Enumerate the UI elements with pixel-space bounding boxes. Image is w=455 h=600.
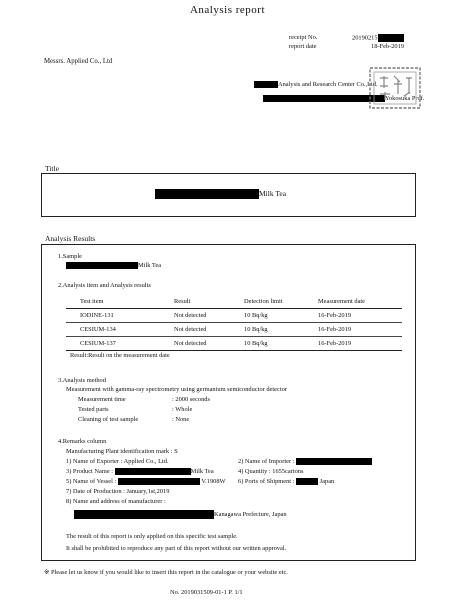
result-note: Result:Result on the measurement date — [70, 352, 170, 359]
document-number: No. 2019031509-01-1 P. 1/1 — [170, 589, 243, 596]
table-cell: Not detected — [174, 340, 207, 347]
remarks-heading: 4.Remarks column — [58, 438, 107, 445]
method-heading: 3.Analysis method — [58, 377, 106, 384]
redaction-bar — [263, 95, 385, 102]
sample-value — [66, 262, 161, 270]
items-heading: 2.Analysis item and Analysis results — [58, 282, 151, 289]
column-header: Measurement date — [318, 298, 366, 305]
product-name — [66, 468, 214, 476]
report-date-label: report date — [289, 43, 317, 50]
receipt-label: receipt No. — [289, 34, 318, 41]
plant-mark: Manufacturing Plant identification mark : S — [66, 448, 178, 455]
table-header-row — [66, 295, 402, 309]
table-row — [66, 309, 402, 323]
title-value — [155, 189, 286, 199]
issuer-signer-name: Yokosuka Prof. — [385, 95, 425, 102]
method-description: Measurement with gamma-ray spectrometry using germanium semiconductor detector — [66, 386, 287, 393]
title-product: Milk Tea — [259, 189, 287, 198]
column-header: Test item — [80, 298, 104, 305]
method-key: Cleaning of test sample — [78, 416, 139, 423]
vessel-label: 5) Name of Vessel : — [66, 478, 117, 485]
method-value: : Whole — [172, 406, 193, 413]
port-label: 6) Ports of Shipment : — [238, 478, 295, 485]
title-box — [41, 173, 416, 217]
vessel-value: V.1908W — [201, 478, 226, 485]
receipt-value: 20190215 — [352, 34, 378, 42]
port-value: Japan — [319, 478, 335, 485]
method-key: Tested parts — [78, 406, 109, 413]
table-row — [66, 323, 402, 337]
column-header: Result — [174, 298, 191, 305]
importer — [238, 458, 372, 466]
issuer-org — [254, 81, 378, 89]
redaction-bar — [296, 458, 372, 465]
table-row — [66, 337, 402, 351]
title-section-label: Title — [45, 164, 59, 173]
table-cell: 10 Bq/kg — [244, 340, 268, 347]
sample-heading: 1.Sample — [58, 253, 82, 260]
table-cell: CESIUM-137 — [80, 340, 116, 347]
table-cell: 16-Feb-2019 — [318, 312, 352, 319]
product-value: Milk Tea — [190, 468, 214, 475]
table-cell: IODINE-131 — [80, 312, 114, 319]
report-title: Analysis report — [189, 4, 265, 16]
redaction-bar — [378, 34, 404, 42]
redaction-bar — [296, 478, 318, 485]
table-cell: Not detected — [174, 326, 207, 333]
redaction-bar — [118, 478, 200, 485]
product-label: 3) Product Name : — [66, 468, 114, 475]
table-cell: Not detected — [174, 312, 207, 319]
redaction-bar — [66, 262, 138, 269]
table-cell: 10 Bq/kg — [244, 326, 268, 333]
manufacturer-label: 8) Name and address of manufacturer : — [66, 498, 166, 505]
results-table — [66, 295, 402, 351]
column-header: Detection limit — [244, 298, 283, 305]
table-cell: 16-Feb-2019 — [318, 326, 352, 333]
importer-label: 2) Name of Importer : — [238, 458, 295, 465]
table-cell: CESIUM-134 — [80, 326, 116, 333]
redaction-bar — [155, 189, 259, 199]
manufacturer-address-text: Kanagawa Prefecture, Japan — [214, 510, 287, 518]
results-box — [41, 244, 416, 561]
issuer-org-name: Analysis and Research Center Co.,Ltd. — [278, 81, 378, 88]
results-section-label: Analysis Results — [45, 234, 96, 243]
sample-product: Milk Tea — [138, 262, 162, 269]
quantity: 4) Quantity : 1655cartons — [238, 468, 304, 475]
catalogue-note: ※ Please let us know if you would like to insert this report in the catalogue or your website etc. — [44, 569, 288, 576]
addressee: Messrs. Applied Co., Ltd — [44, 58, 113, 65]
method-value: : 2000 seconds — [172, 396, 210, 403]
redaction-bar — [115, 468, 191, 475]
receipt-number — [352, 34, 404, 42]
manufacturer-address — [74, 510, 287, 519]
ports-of-shipment — [238, 478, 334, 486]
exporter: 1) Name of Exporter : Applied Co., Ltd. — [66, 458, 169, 465]
method-value: : None — [172, 416, 190, 423]
redaction-bar — [254, 81, 278, 88]
production-date: 7) Date of Production : January,1st,2019 — [66, 488, 170, 495]
redaction-bar — [74, 510, 214, 519]
reproduction-note: It shall be prohibited to reproduce any part of this report without our written approval. — [66, 545, 287, 552]
table-cell: 16-Feb-2019 — [318, 340, 352, 347]
table-cell: 10 Bq/kg — [244, 312, 268, 319]
validity-note: The result of this report is only applied on this specific test sample. — [66, 533, 238, 540]
company-seal-stamp — [368, 66, 425, 110]
method-key: Measurement time — [78, 396, 126, 403]
report-date-value: 18-Feb-2019 — [371, 43, 405, 50]
vessel-name — [66, 478, 226, 486]
